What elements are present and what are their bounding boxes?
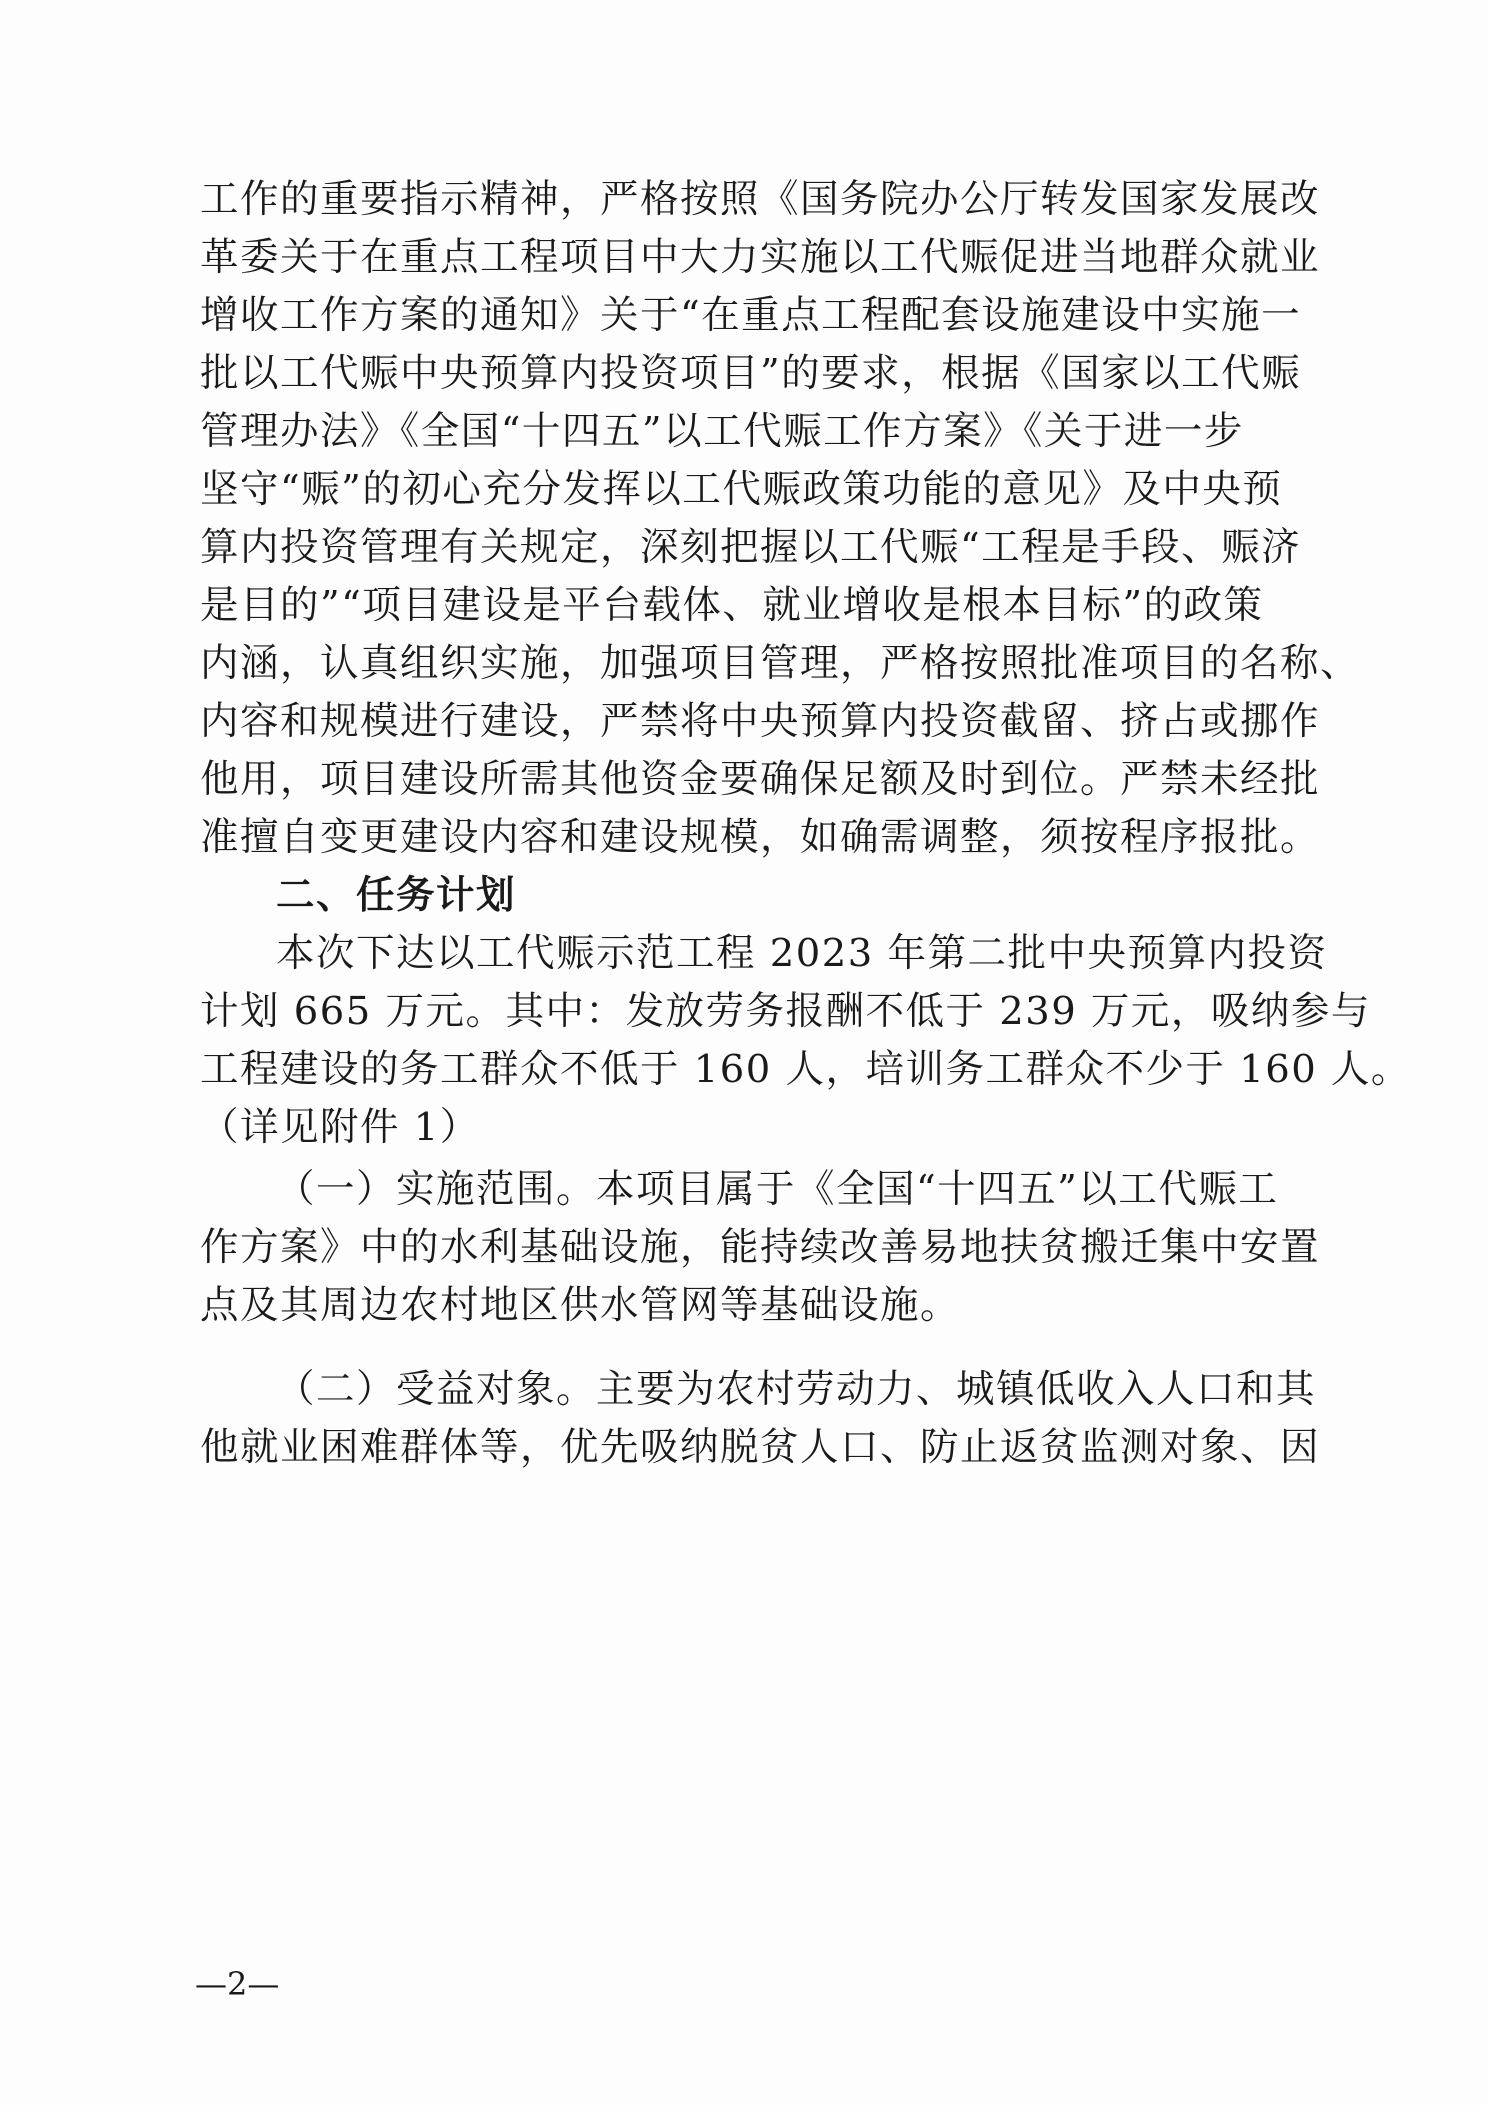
- paragraph-line: 点及其周边农村地区供水管网等基础设施。: [200, 1283, 961, 1328]
- paragraph-line: 是目的”“项目建设是平台载体、就业增收是根本目标”的政策: [200, 583, 1264, 628]
- paragraph-line: 计划 665 万元。其中：发放劳务报酬不低于 239 万元，吸纳参与: [200, 989, 1371, 1034]
- page-number: —2—: [195, 1965, 280, 2003]
- paragraph-line: 管理办法》《全国“十四五”以工代赈工作方案》《关于进一步: [200, 409, 1244, 454]
- paragraph-line: 本次下达以工代赈示范工程 2023 年第二批中央预算内投资: [276, 931, 1328, 976]
- subsection-line: （一）实施范围。本项目属于《全国“十四五”以工代赈工: [276, 1167, 1279, 1212]
- paragraph-line: 算内投资管理有关规定，深刻把握以工代赈“工程是手段、赈济: [200, 525, 1302, 570]
- paragraph-line: 坚守“赈”的初心充分发挥以工代赈政策功能的意见》及中央预: [200, 467, 1283, 512]
- paragraph-line: 革委关于在重点工程项目中大力实施以工代赈促进当地群众就业: [200, 235, 1321, 280]
- section-heading: 二、任务计划: [276, 873, 517, 918]
- paragraph-line: 内涵，认真组织实施，加强项目管理，严格按照批准项目的名称、: [200, 641, 1361, 686]
- paragraph-line: 工作的重要指示精神，严格按照《国务院办公厅转发国家发展改: [200, 177, 1321, 222]
- paragraph-line: 批以工代赈中央预算内投资项目”的要求，根据《国家以工代赈: [200, 351, 1302, 396]
- paragraph-line: 作方案》中的水利基础设施，能持续改善易地扶贫搬迁集中安置: [200, 1225, 1321, 1270]
- subsection-line: （二）受益对象。主要为农村劳动力、城镇低收入人口和其: [276, 1367, 1317, 1412]
- paragraph-line: 增收工作方案的通知》关于“在重点工程配套设施建设中实施一: [200, 293, 1302, 338]
- paragraph-line: 工程建设的务工群众不低于 160 人，培训务工群众不少于 160 人。: [200, 1047, 1411, 1092]
- paragraph-line: 他用，项目建设所需其他资金要确保足额及时到位。严禁未经批: [200, 757, 1321, 802]
- paragraph-line: 他就业困难群体等，优先吸纳脱贫人口、防止返贫监测对象、因: [200, 1425, 1321, 1470]
- paragraph-line: 内容和规模进行建设，严禁将中央预算内投资截留、挤占或挪作: [200, 699, 1321, 744]
- paragraph-line: 准擅自变更建设内容和建设规模，如确需调整，须按程序报批。: [200, 815, 1321, 860]
- paragraph-line: （详见附件 1）: [200, 1105, 480, 1150]
